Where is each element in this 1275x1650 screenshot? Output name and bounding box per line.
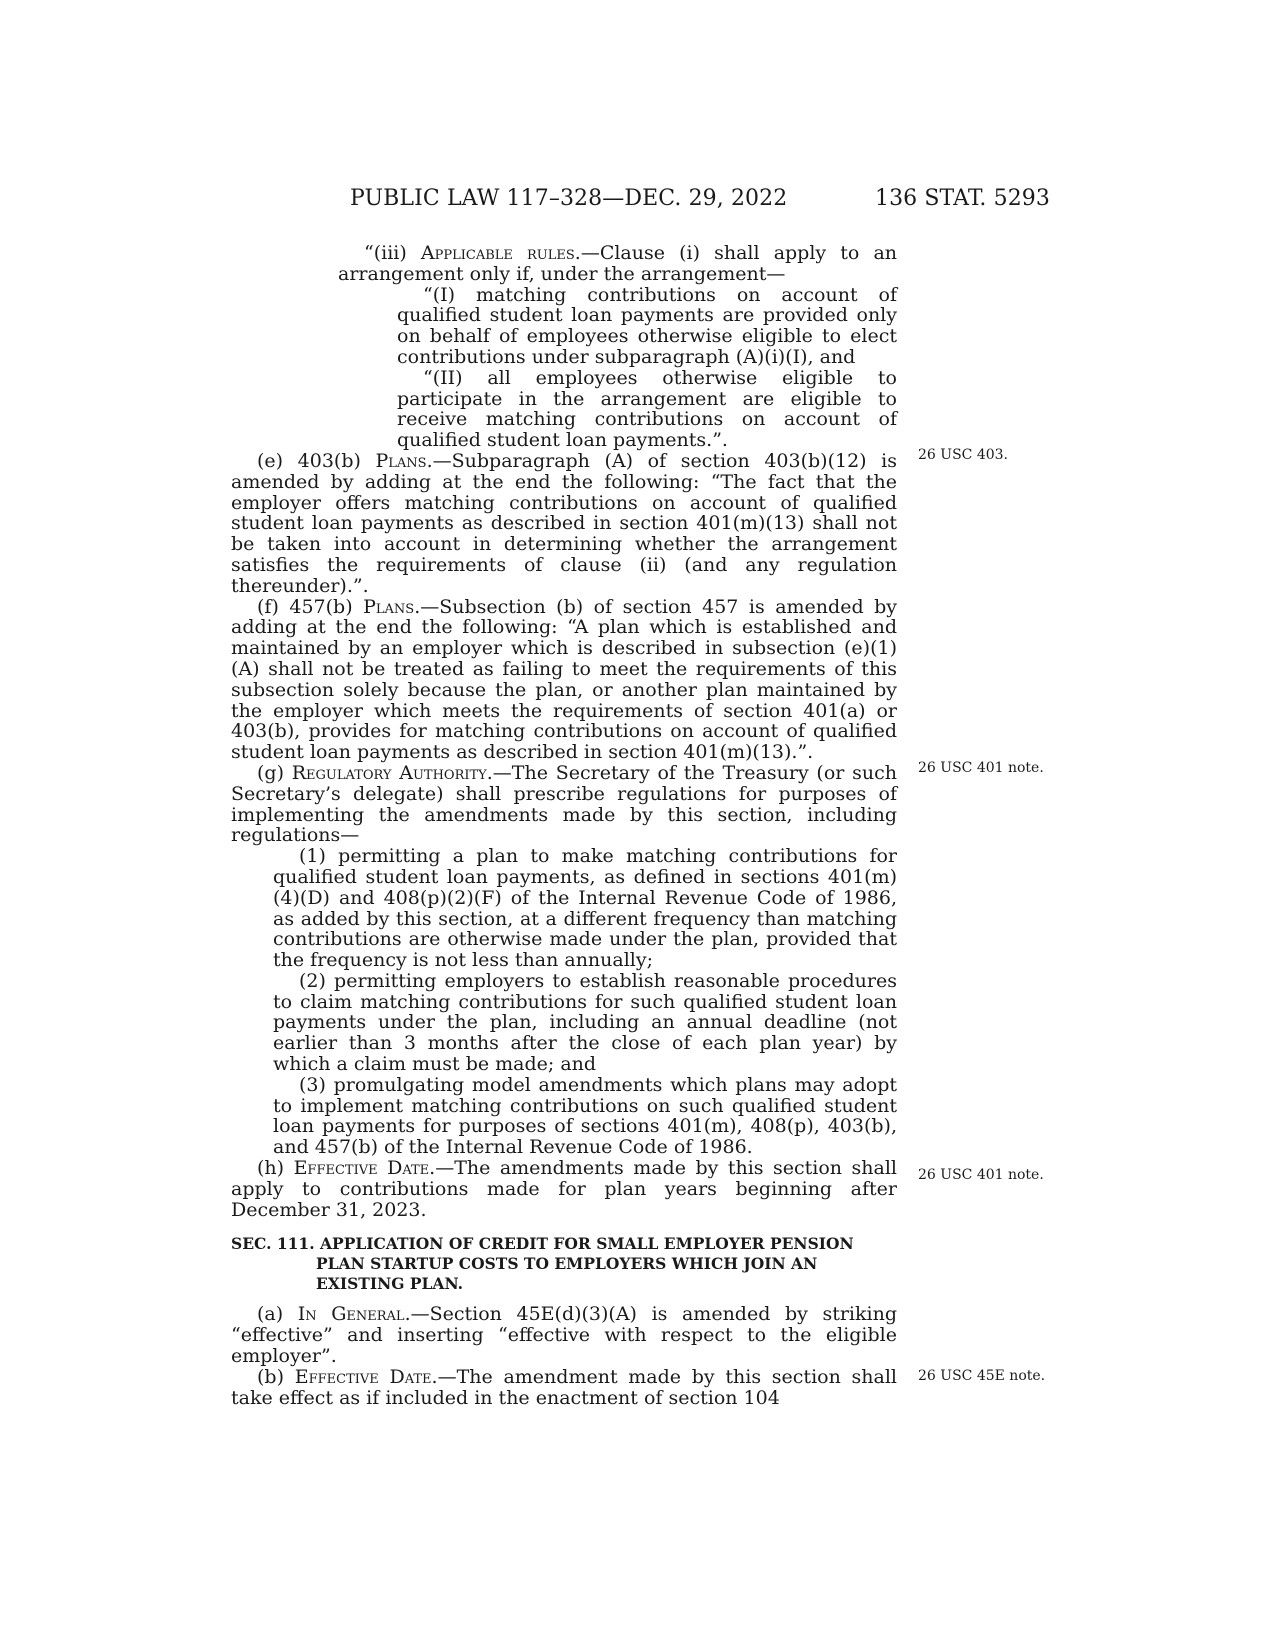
body-text bbox=[231, 243, 897, 1408]
margin-note-h: 26 USC 401 note. bbox=[918, 1167, 1044, 1183]
subclause-II: “(II) all employees otherwise eligible to participate in the arrangement are eligible to receive matching contributions on account of qualified student loan payments.”. bbox=[397, 366, 897, 452]
sec111-subsection-b: (b) Effective Date.—The amendment made by this section shall take effect as if included in the enactment of section 104 bbox=[231, 1365, 898, 1409]
paragraph-g3: (3) promulgating model amendments which plans may adopt to implement matching contributions on such qualified student loan payments for purposes of sections 401(m), 408(p), 403(b), and 457(b) of the Internal Revenue Code of 1986. bbox=[273, 1073, 897, 1159]
clause-iii: “(iii) Applicable rules.—Clause (i) shall apply to an arrangement only if, under the arrangement— bbox=[338, 242, 898, 285]
paragraph-g1: (1) permitting a plan to make matching contributions for qualified student loan payments, as defined in sections 401(m)(4)(D) and 408(p)(2)(F) of the Internal Revenue Code of 1986, as added by this section, at a different frequency than matching contributions are otherwise made under the plan, provided that the frequency is not less than annually; bbox=[273, 845, 897, 972]
subsection-e: (e) 403(b) Plans.—Subparagraph (A) of section 403(b)(12) is amended by adding at the end the following: “The fact that the employer offers matching contributions on account of qualified student loan payments as described in section 401(m)(13) shall not be taken into account in determining whether the arrangement satisfies the requirements of clause (ii) (and any regulation thereunder).”. bbox=[231, 449, 897, 597]
public-law-citation: PUBLIC LAW 117–328—DEC. 29, 2022 bbox=[350, 186, 788, 211]
sec111-subsection-a: (a) In General.—Section 45E(d)(3)(A) is amended by striking “effective” and inserting “effective with respect to the eligible employer”. bbox=[231, 1303, 897, 1368]
subsection-f: (f) 457(b) Plans.—Subsection (b) of section 457 is amended by adding at the end the following: “A plan which is established and maintained by an employer which is described in subsection (e)(1)(A) shall not be treated as failing to meet the requirements of this subsection solely because the plan, or another plan maintained by the employer which meets the requirements of section 401(a) or 403(b), provides for matching contributions on account of qualified student loan payments as described in section 401(m)(13).”. bbox=[231, 595, 897, 764]
paragraph-g2: (2) permitting employers to establish reasonable procedures to claim matching contributions for such qualified student loan payments under the plan, including an annual deadline (not earlier than 3 months after the close of each plan year) by which a claim must be made; and bbox=[273, 969, 897, 1076]
running-header bbox=[350, 186, 1050, 211]
margin-note-b: 26 USC 45E note. bbox=[918, 1368, 1046, 1384]
section-111-heading: SEC. 111. APPLICATION OF CREDIT FOR SMALL EMPLOYER PENSION PLAN STARTUP COSTS TO EMPLOYERS WHICH JOIN AN EXISTING PLAN. bbox=[231, 1234, 854, 1294]
margin-note-e: 26 USC 403. bbox=[918, 447, 1008, 463]
subsection-g: (g) Regulatory Authority.—The Secretary of the Treasury (or such Secretary’s delegate) shall prescribe regulations for purposes of implementing the amendments made by this section, including regulations— bbox=[231, 761, 897, 847]
statute-page-number: 136 STAT. 5293 bbox=[874, 186, 1050, 211]
subsection-h: (h) Effective Date.—The amendments made by this section shall apply to contributions made for plan years beginning after December 31, 2023. bbox=[231, 1157, 897, 1221]
subclause-I: “(I) matching contributions on account of qualified student loan payments are provided only on behalf of employees otherwise eligible to elect contributions under subparagraph (A)(i)(I), and bbox=[397, 283, 897, 368]
margin-note-g: 26 USC 401 note. bbox=[918, 760, 1044, 776]
